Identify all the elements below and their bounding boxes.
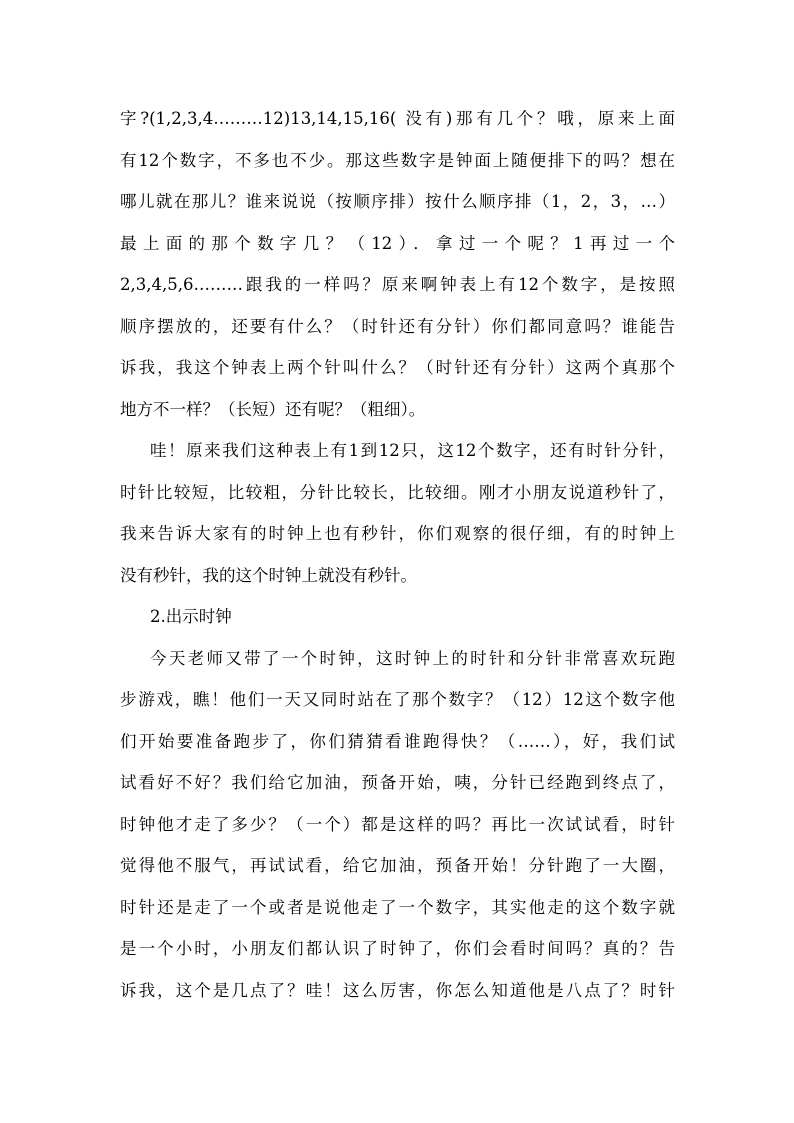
paragraph-first-line: 哇！原来我们这种表上有1到12只，这12个数字，还有时针分针， — [150, 441, 675, 460]
text-line: 顺序摆放的，还要有什么？（时针还有分针）你们都同意吗？谁能告 — [120, 316, 675, 336]
section-heading: 2.出示时钟 — [150, 607, 232, 626]
text-line: 字?(1,2,3,4………12)13,14,15,16( 没有)那有几个？哦，原来上面 — [120, 109, 675, 128]
text-line: 觉得他不服气，再试试看，给它加油，预备开始！分针跑了一大圈， — [120, 856, 675, 875]
text-line: 有12个数字，不多也不少。那这些数字是钟面上随便排下的吗？想在 — [120, 150, 675, 170]
paragraph-first-line: 今天老师又带了一个时钟，这时钟上的时针和分针非常喜欢玩跑 — [150, 648, 675, 668]
text-line: 最上面的那个数字几？（12）．拿过一个呢？1再过一个 — [120, 233, 675, 253]
text-line: 是一个小时，小朋友们都认识了时钟了，你们会看时间吗？真的？告 — [120, 939, 675, 958]
text-line: 2,3,4,5,6………跟我的一样吗？原来啊钟表上有12个数字，是按照 — [120, 275, 675, 294]
text-line: 试看好不好？我们给它加油，预备开始，咦，分针已经跑到终点了， — [120, 773, 675, 792]
text-line: 诉我，我这个钟表上两个针叫什么？（时针还有分针）这两个真那个 — [120, 358, 675, 377]
text-line: 哪儿就在那儿？谁来说说（按顺序排）按什么顺序排（1，2，3，…） — [120, 192, 675, 211]
text-line: 时钟他才走了多少？（一个）都是这样的吗？再比一次试试看，时针 — [120, 814, 675, 834]
text-line: 时针还是走了一个或者是说他走了一个数字，其实他走的这个数字就 — [120, 897, 675, 917]
text-line: 没有秒针，我的这个时钟上就没有秒针。 — [120, 565, 417, 585]
text-line: 诉我，这个是几点了？哇！这么厉害，你怎么知道他是八点了？时针 — [120, 980, 675, 1000]
text-line: 时针比较短，比较粗，分针比较长，比较细。刚才小朋友说道秒针了， — [120, 482, 675, 502]
text-line: 们开始要准备跑步了，你们猜猜看谁跑得快？（……），好，我们试 — [120, 731, 675, 751]
text-line: 我来告诉大家有的时钟上也有秒针，你们观察的很仔细，有的时钟上 — [120, 524, 675, 543]
text-line: 步游戏，瞧！他们一天又同时站在了那个数字？（12）12这个数字他 — [120, 690, 675, 709]
text-line: 地方不一样？（长短）还有呢？（粗细）。 — [120, 399, 426, 419]
document-body — [120, 98, 675, 1011]
